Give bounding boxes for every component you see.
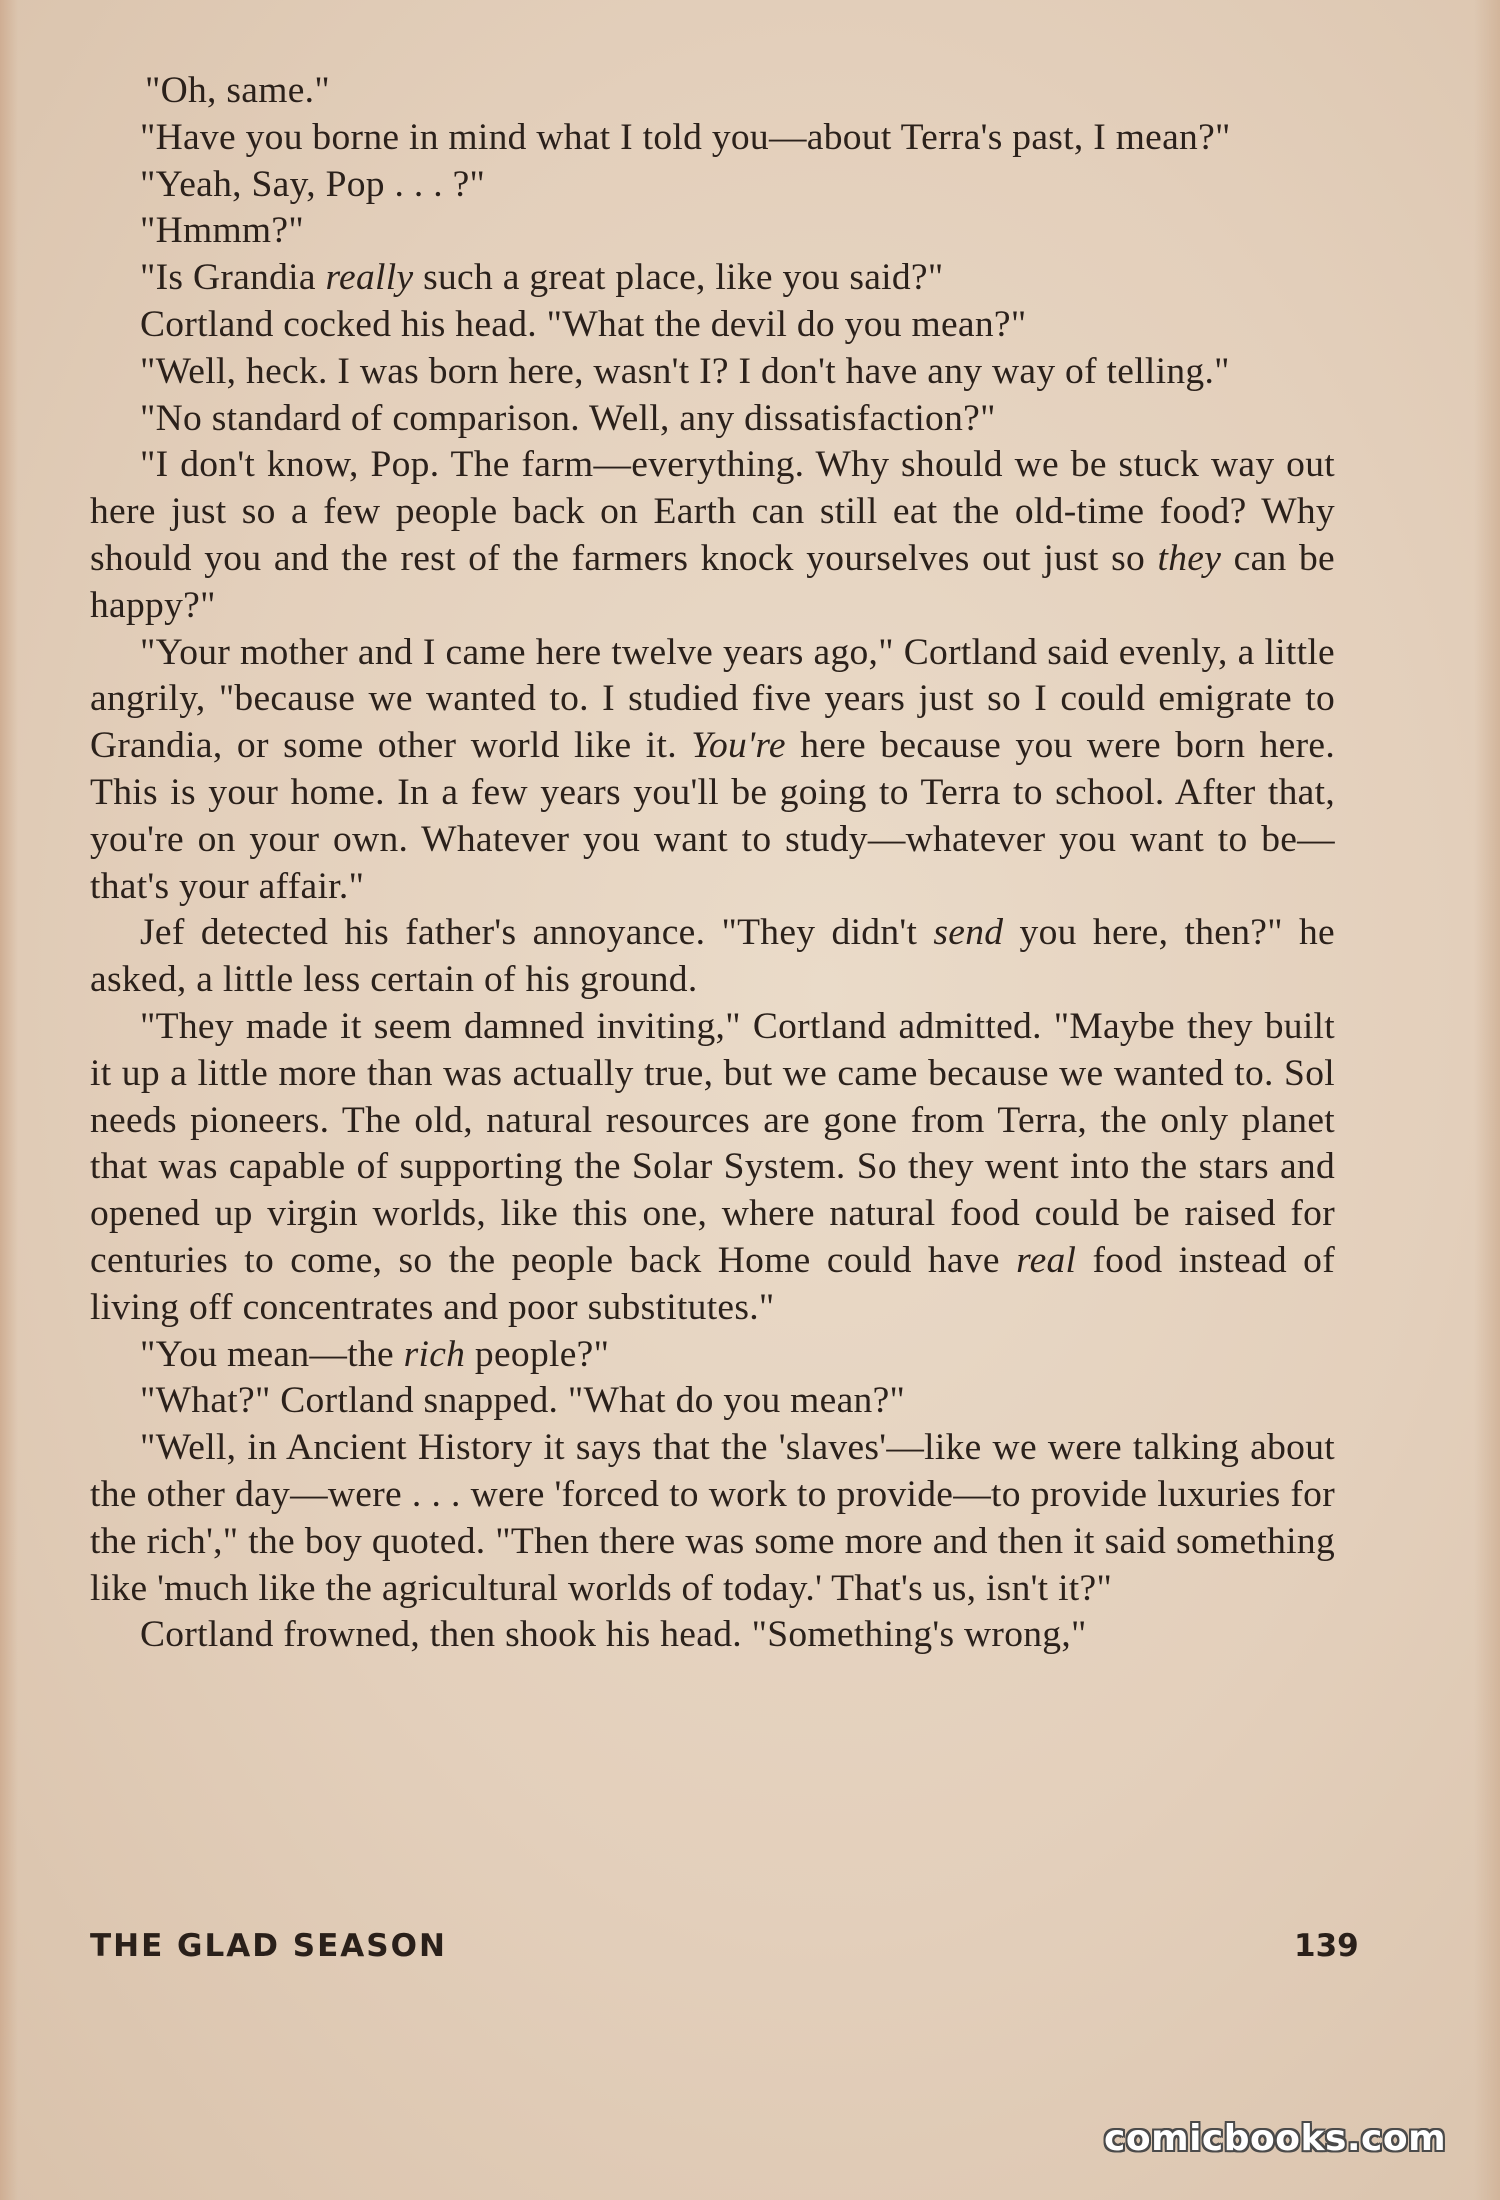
paragraph: [90, 68, 1335, 115]
paragraph: [90, 1425, 1335, 1612]
paragraph: [90, 162, 1335, 209]
site-watermark: comicbooks.com: [1104, 2118, 1447, 2159]
paragraph: [90, 1378, 1335, 1425]
paragraph-text: "I don't know, Pop. The farm—everything. Why should we be stuck way out here just so a few people back on Earth can still eat the old-time food? Why should you and the rest of the farmers knock yourselves out just so: [90, 444, 1335, 579]
paragraph: [90, 396, 1335, 443]
paragraph: [90, 255, 1335, 302]
paragraph: [90, 442, 1335, 629]
paragraph-text: "Well, heck. I was born here, wasn't I? I don't have any way of telling.": [140, 350, 1230, 392]
paragraph-text: "Yeah, Say, Pop . . . ?": [140, 163, 486, 205]
paragraph-text: "Have you borne in mind what I told you—about Terra's past, I mean?": [140, 116, 1231, 158]
paragraph-text: you here, then?" he asked, a little less certain of his ground.: [90, 912, 1336, 1001]
paragraph-text: Jef detected his father's annoyance. "They didn't: [140, 912, 934, 954]
paragraph-text: "Well, in Ancient History it says that the 'slaves'—like we were talking about the other day—were . . . were 'forced to work to provide—to provide luxuries for the rich'," the boy quoted. "Then there was some more and then it said something like 'much like the agricultural worlds of today.' That's us, isn't it?": [90, 1427, 1335, 1609]
page-number: 139: [1294, 1928, 1359, 1964]
running-footer-title: THE GLAD SEASON: [90, 1928, 447, 1964]
paragraph-text: can be happy?": [90, 537, 1335, 626]
paragraph-text: food instead of living off concentrates and poor substitutes.": [90, 1239, 1336, 1328]
paragraph: [90, 349, 1335, 396]
paragraph: [90, 208, 1335, 255]
paragraph: [90, 1332, 1335, 1379]
paragraph: [90, 910, 1335, 1004]
paragraph: [90, 1612, 1335, 1659]
paragraph-text: "Is Grandia: [140, 257, 326, 299]
page-right-edge: [1474, 0, 1500, 2200]
paragraph-text: here because you were born here. This is your home. In a few years you'll be going to Terra to school. After that, you're on your own. Whatever you want to study—whatever you want to be—that's your affair.": [90, 725, 1335, 907]
paragraph-text: Cortland frowned, then shook his head. "Something's wrong,": [140, 1614, 1087, 1656]
paragraph: [90, 302, 1335, 349]
italic-word: real: [1016, 1239, 1077, 1281]
paragraph-text: "You mean—the: [140, 1333, 404, 1375]
paragraph-text: "They made it seem damned inviting," Cortland admitted. "Maybe they built it up a little more than was actually true, but we came because we wanted to. Sol needs pioneers. The old, natural resources are gone from Terra, the only planet that was capable of supporting the Solar System. So they went into the stars and opened up virgin worlds, like this one, where natural food could be raised for centuries to come, so the people back Home could have: [90, 1005, 1335, 1281]
italic-word: rich: [403, 1333, 466, 1375]
paragraph-text: "Hmmm?": [140, 210, 304, 252]
story-text: [90, 68, 1335, 1659]
italic-word: really: [325, 257, 414, 299]
paragraph-text: "No standard of comparison. Well, any dissatisfaction?": [140, 397, 996, 439]
paragraph: [90, 1004, 1335, 1332]
paragraph-text: such a great place, like you said?": [413, 257, 944, 299]
paragraph-text: "Oh, same.": [145, 70, 330, 111]
italic-word: You're: [691, 725, 786, 767]
paragraph-text: "Your mother and I came here twelve years ago," Cortland said evenly, a little angrily, "because we wanted to. I studied five years just so I could emigrate to Grandia, or some other world like it.: [90, 631, 1335, 767]
italic-word: send: [933, 912, 1004, 954]
paragraph-text: Cortland cocked his head. "What the devil do you mean?": [140, 303, 1027, 345]
paragraph-text: people?": [465, 1333, 610, 1375]
paragraph-text: "What?" Cortland snapped. "What do you mean?": [140, 1380, 906, 1422]
page-left-edge: [0, 0, 18, 2200]
italic-word: they: [1157, 537, 1222, 579]
paragraph: [90, 115, 1335, 162]
paragraph: [90, 630, 1335, 911]
